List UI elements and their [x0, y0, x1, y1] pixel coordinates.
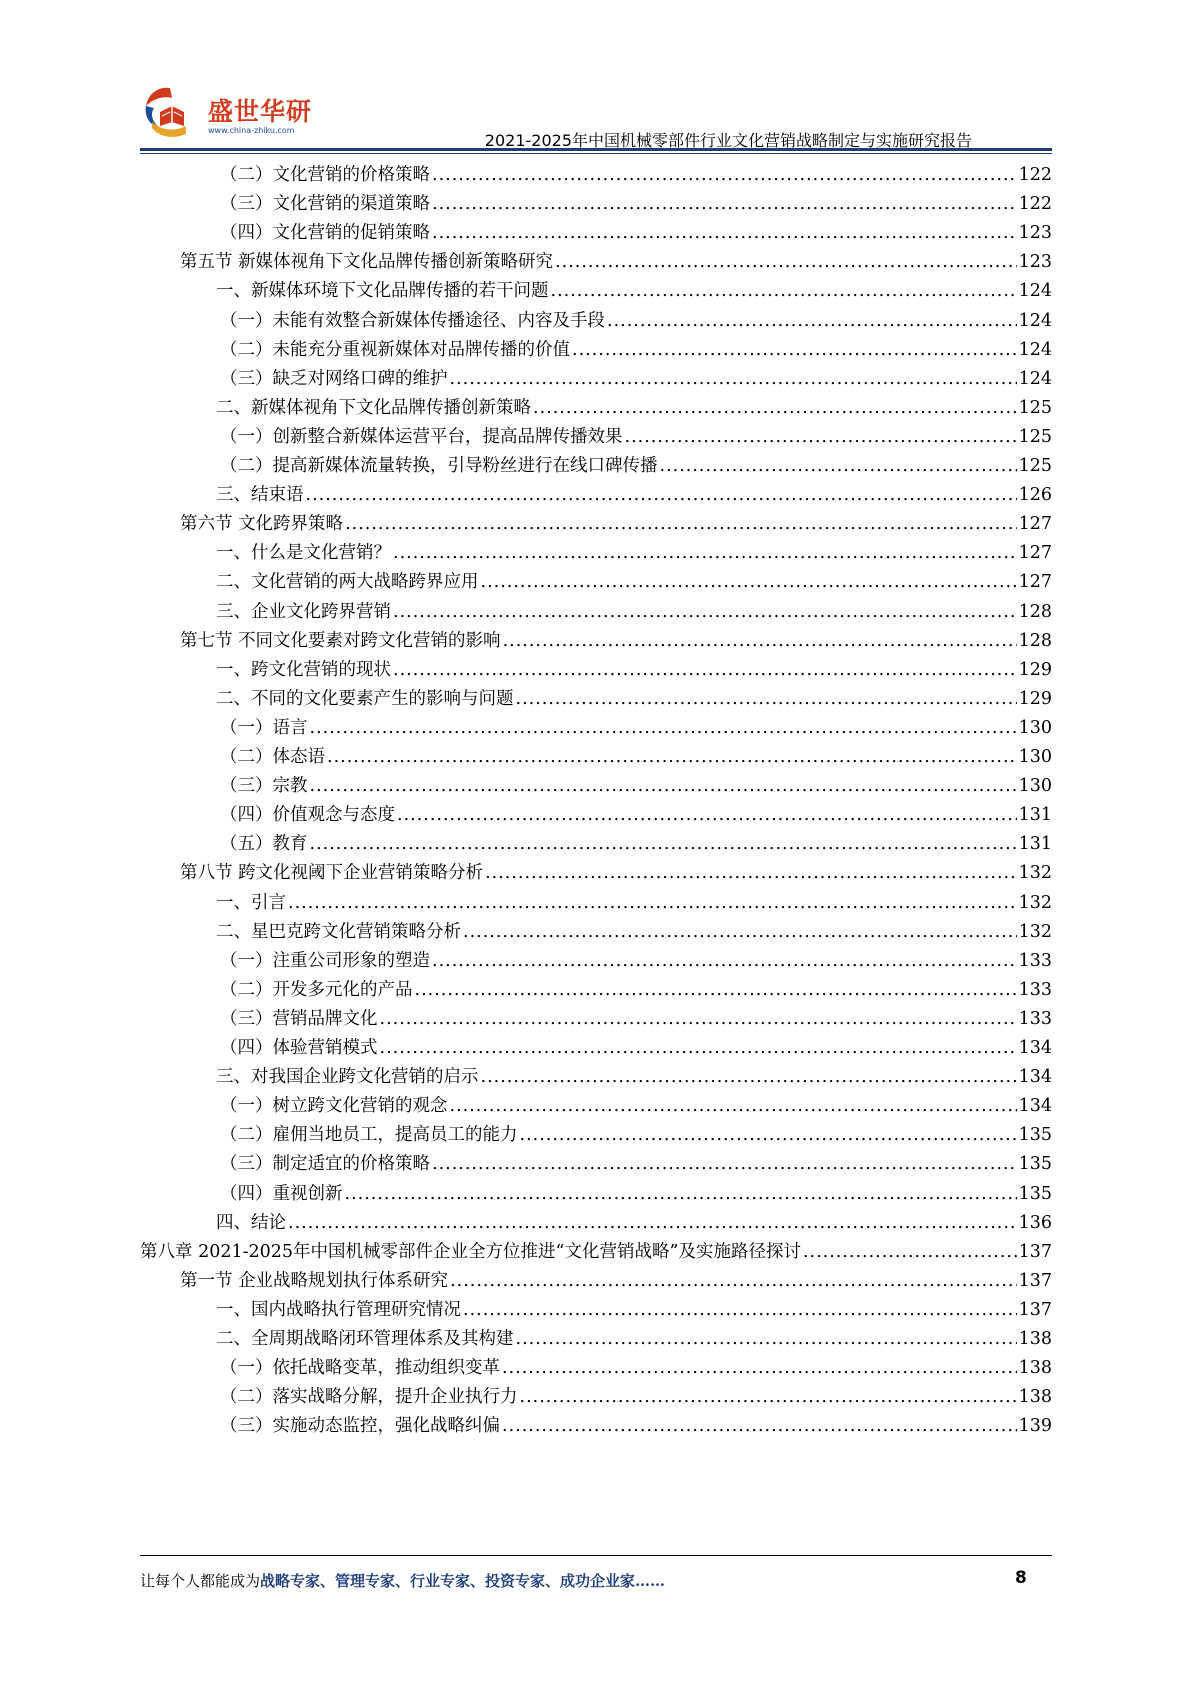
toc-entry[interactable] — [216, 917, 1052, 947]
toc-leader-dots — [485, 858, 1017, 888]
footer-slogan — [140, 1570, 665, 1591]
toc-entry[interactable] — [216, 1208, 1052, 1238]
toc-leader-dots — [463, 1295, 1017, 1325]
toc-entry[interactable] — [220, 189, 1052, 219]
toc-leader-dots — [450, 1091, 1017, 1121]
toc-leader-dots — [397, 800, 1017, 830]
logo-url: www.china-zhiku.com — [208, 126, 295, 135]
toc-entry-title: 一、跨文化营销的现状 — [216, 659, 391, 680]
toc-entry-title: （三）营销品牌文化 — [220, 1008, 378, 1029]
toc-entry-title: 三、企业文化跨界营销 — [216, 601, 391, 622]
toc-entry[interactable] — [216, 655, 1052, 685]
toc-entry-page: 127 — [1018, 514, 1052, 535]
toc-entry[interactable] — [140, 1237, 1052, 1267]
toc-entry-page: 125 — [1018, 456, 1052, 476]
toc-leader-dots — [380, 1033, 1017, 1063]
toc-entry-title: （二）落实战略分解，提升企业执行力 — [220, 1387, 518, 1408]
toc-leader-dots — [310, 829, 1017, 859]
footer-emphasis: 战略专家、管理专家、行业专家、投资专家、成功企业家…… — [260, 1572, 666, 1590]
toc-entry-page: 133 — [1018, 950, 1052, 971]
toc-entry[interactable] — [216, 1062, 1052, 1092]
toc-entry[interactable] — [220, 306, 1052, 336]
toc-entry[interactable] — [220, 742, 1052, 772]
toc-leader-dots — [607, 306, 1017, 336]
toc-leader-dots — [310, 713, 1017, 743]
toc-entry[interactable] — [220, 364, 1052, 394]
toc-entry-page: 128 — [1018, 630, 1052, 651]
toc-entry[interactable] — [216, 538, 1052, 568]
toc-entry[interactable] — [180, 858, 1052, 888]
toc-entry-title: （三）实施动态监控，强化战略纠偏 — [220, 1416, 500, 1437]
toc-leader-dots — [516, 1324, 1017, 1354]
toc-leader-dots — [481, 567, 1017, 597]
toc-entry-title: 一、什么是文化营销？ — [216, 543, 391, 564]
toc-entry-title: （五）教育 — [220, 834, 308, 855]
toc-entry-title: 二、新媒体视角下文化品牌传播创新策略 — [216, 397, 531, 418]
toc-entry[interactable] — [180, 509, 1052, 539]
toc-entry-title: 一、引言 — [216, 892, 286, 913]
toc-entry[interactable] — [216, 393, 1052, 423]
toc-leader-dots — [393, 538, 1017, 568]
toc-leader-dots — [393, 597, 1017, 627]
toc-entry-title: （二）未能充分重视新媒体对品牌传播的价值 — [220, 339, 570, 360]
toc-leader-dots — [481, 1062, 1017, 1092]
toc-entry[interactable] — [220, 1120, 1052, 1150]
toc-entry-title: 第七节 不同文化要素对跨文化营销的影响 — [180, 630, 501, 651]
toc-entry[interactable] — [220, 1091, 1052, 1121]
toc-leader-dots — [572, 335, 1017, 365]
toc-entry[interactable] — [220, 335, 1052, 365]
toc-entry[interactable] — [220, 975, 1052, 1005]
toc-entry-page: 138 — [1018, 1329, 1052, 1349]
toc-entry-title: 一、新媒体环境下文化品牌传播的若干问题 — [216, 281, 549, 302]
toc-entry-page: 134 — [1018, 1067, 1052, 1088]
toc-entry-page: 127 — [1018, 572, 1052, 593]
toc-entry-title: （三）文化营销的渠道策略 — [220, 194, 430, 215]
toc-entry-page: 133 — [1018, 979, 1052, 1000]
toc-entry-page: 122 — [1018, 165, 1052, 185]
toc-entry-title: 三、对我国企业跨文化营销的启示 — [216, 1067, 479, 1088]
toc-leader-dots — [551, 276, 1017, 306]
toc-entry-page: 137 — [1018, 1270, 1052, 1291]
toc-entry-page: 132 — [1018, 863, 1052, 884]
toc-leader-dots — [432, 160, 1017, 190]
toc-leader-dots — [502, 1411, 1017, 1441]
toc-entry[interactable] — [220, 160, 1052, 190]
toc-entry-page: 130 — [1018, 747, 1052, 767]
toc-entry-title: 二、文化营销的两大战略跨界应用 — [216, 572, 479, 593]
page-number: 8 — [1015, 1568, 1027, 1588]
toc-entry-title: 第五节 新媒体视角下文化品牌传播创新策略研究 — [180, 252, 554, 273]
toc-leader-dots — [803, 1237, 1017, 1267]
toc-entry-title: （二）体态语 — [220, 747, 325, 767]
toc-entry-page: 135 — [1018, 1154, 1052, 1175]
toc-leader-dots — [516, 684, 1017, 714]
toc-entry-title: （一）依托战略变革，推动组织变革 — [220, 1358, 500, 1379]
brand-logo — [140, 82, 313, 142]
toc-leader-dots — [327, 742, 1017, 772]
toc-entry-title: （一）注重公司形象的塑造 — [220, 950, 430, 971]
toc-leader-dots — [306, 480, 1017, 510]
toc-entry-title: （一）创新整合新媒体运营平台，提高品牌传播效果 — [220, 426, 623, 447]
toc-entry-page: 130 — [1018, 717, 1052, 738]
toc-entry[interactable] — [220, 1411, 1052, 1441]
toc-entry-page: 135 — [1018, 1183, 1052, 1204]
report-title: 2021-2025年中国机械零部件行业文化营销战略制定与实施研究报告 — [484, 131, 972, 150]
toc-entry[interactable] — [216, 597, 1052, 627]
toc-entry-title: （四）体验营销模式 — [220, 1038, 378, 1058]
toc-entry[interactable] — [220, 1149, 1052, 1179]
toc-leader-dots — [432, 189, 1017, 219]
toc-entry-page: 134 — [1018, 1038, 1052, 1058]
toc-entry-page: 129 — [1018, 659, 1052, 680]
toc-entry[interactable] — [180, 626, 1052, 656]
toc-entry-title: 二、不同的文化要素产生的影响与问题 — [216, 688, 514, 709]
toc-entry[interactable] — [220, 451, 1052, 481]
toc-entry-page: 130 — [1018, 776, 1052, 797]
toc-entry-title: 第六节 文化跨界策略 — [180, 514, 344, 535]
logo-name: 盛世华研 — [208, 97, 313, 126]
toc-entry-title: （二）开发多元化的产品 — [220, 979, 413, 1000]
toc-leader-dots — [393, 655, 1017, 685]
toc-leader-dots — [450, 1266, 1017, 1296]
toc-entry-title: （二）文化营销的价格策略 — [220, 165, 430, 185]
toc-entry-title: （三）宗教 — [220, 776, 308, 797]
toc-leader-dots — [463, 917, 1017, 947]
toc-entry-title: （一）未能有效整合新媒体传播途径、内容及手段 — [220, 310, 605, 331]
toc-entry[interactable] — [216, 684, 1052, 714]
toc-entry-page: 138 — [1018, 1387, 1052, 1408]
toc-entry-page: 124 — [1018, 310, 1052, 331]
toc-entry[interactable] — [220, 1382, 1052, 1412]
toc-entry-page: 125 — [1018, 426, 1052, 447]
logo-icon — [140, 82, 208, 142]
toc-entry-page: 123 — [1018, 252, 1052, 273]
toc-entry-page: 133 — [1018, 1008, 1052, 1029]
toc-entry[interactable] — [220, 1033, 1052, 1063]
toc-entry[interactable] — [216, 1295, 1052, 1325]
toc-entry-title: （一）树立跨文化营销的观念 — [220, 1096, 448, 1117]
toc-entry-page: 139 — [1018, 1416, 1052, 1437]
toc-entry-title: 四、结论 — [216, 1212, 286, 1233]
header-divider — [140, 148, 1052, 151]
toc-entry-title: （三）缺乏对网络口碑的维护 — [220, 368, 448, 389]
toc-entry[interactable] — [220, 800, 1052, 830]
toc-entry-title: （四）价值观念与态度 — [220, 805, 395, 826]
toc-leader-dots — [502, 1353, 1017, 1383]
footer-prefix: 让每个人都能成为 — [140, 1572, 261, 1590]
toc-leader-dots — [450, 364, 1017, 394]
toc-entry[interactable] — [216, 276, 1052, 306]
toc-leader-dots — [432, 218, 1017, 248]
toc-leader-dots — [555, 247, 1017, 277]
toc-entry-title: （四）文化营销的促销策略 — [220, 223, 430, 244]
page-header — [140, 78, 1052, 150]
footer-divider — [140, 1555, 1052, 1556]
toc-entry[interactable] — [220, 422, 1052, 452]
toc-entry-title: （四）重视创新 — [220, 1183, 343, 1204]
toc-entry-page: 132 — [1018, 921, 1052, 942]
toc-entry-page: 124 — [1018, 339, 1052, 360]
toc-entry-page: 123 — [1018, 223, 1052, 244]
toc-leader-dots — [533, 393, 1017, 423]
toc-entry-title: 第八章 2021-2025年中国机械零部件企业全方位推进“文化营销战略”及实施路径探讨 — [140, 1241, 801, 1262]
toc-leader-dots — [415, 975, 1017, 1005]
toc-entry[interactable] — [220, 713, 1052, 743]
toc-entry[interactable] — [220, 829, 1052, 859]
toc-entry-title: （二）提高新媒体流量转换，引导粉丝进行在线口碑传播 — [220, 456, 658, 476]
toc-entry-title: 二、全周期战略闭环管理体系及其构建 — [216, 1329, 514, 1349]
toc-leader-dots — [660, 451, 1017, 481]
toc-entry-page: 129 — [1018, 688, 1052, 709]
toc-entry[interactable] — [180, 247, 1052, 277]
toc-entry-page: 122 — [1018, 194, 1052, 215]
toc-leader-dots — [380, 1004, 1017, 1034]
toc-leader-dots — [432, 946, 1017, 976]
toc-entry-title: （二）雇佣当地员工，提高员工的能力 — [220, 1125, 518, 1146]
toc-entry-page: 126 — [1018, 485, 1052, 506]
toc-entry-page: 128 — [1018, 601, 1052, 622]
toc-entry[interactable] — [216, 480, 1052, 510]
toc-leader-dots — [432, 1149, 1017, 1179]
toc-entry[interactable] — [220, 1179, 1052, 1209]
toc-entry-page: 124 — [1018, 368, 1052, 389]
toc-entry[interactable] — [220, 771, 1052, 801]
toc-entry-title: 三、结束语 — [216, 485, 304, 506]
toc-entry-page: 131 — [1018, 834, 1052, 855]
toc-entry-page: 137 — [1018, 1241, 1052, 1262]
toc-leader-dots — [520, 1382, 1017, 1412]
toc-entry[interactable] — [220, 1004, 1052, 1034]
toc-entry-page: 135 — [1018, 1125, 1052, 1146]
toc-leader-dots — [503, 626, 1017, 656]
toc-entry-page: 134 — [1018, 1096, 1052, 1117]
toc-entry[interactable] — [220, 1353, 1052, 1383]
toc-entry-title: 第八节 跨文化视阈下企业营销策略分析 — [180, 863, 484, 884]
toc-entry-page: 137 — [1018, 1299, 1052, 1320]
toc-entry-title: 第一节 企业战略规划执行体系研究 — [180, 1270, 449, 1291]
toc-entry[interactable] — [216, 567, 1052, 597]
toc-entry-page: 131 — [1018, 805, 1052, 826]
toc-entry-page: 132 — [1018, 892, 1052, 913]
toc-entry[interactable] — [216, 888, 1052, 918]
toc-leader-dots — [345, 1179, 1017, 1209]
toc-entry-page: 136 — [1018, 1212, 1052, 1233]
toc-entry-title: （一）语言 — [220, 717, 308, 738]
toc-leader-dots — [625, 422, 1017, 452]
toc-leader-dots — [310, 771, 1017, 801]
toc-entry-title: 二、星巴克跨文化营销策略分析 — [216, 921, 461, 942]
toc-entry[interactable] — [220, 218, 1052, 248]
toc-entry-page: 127 — [1018, 543, 1052, 564]
header-divider-thin — [140, 153, 1052, 154]
toc-entry-title: 一、国内战略执行管理研究情况 — [216, 1299, 461, 1320]
toc-leader-dots — [520, 1120, 1017, 1150]
toc-leader-dots — [345, 509, 1017, 539]
toc-entry-page: 125 — [1018, 397, 1052, 418]
toc-entry[interactable] — [216, 1324, 1052, 1354]
toc-entry-page: 138 — [1018, 1358, 1052, 1379]
toc-entry-page: 124 — [1018, 281, 1052, 302]
toc-leader-dots — [288, 888, 1017, 918]
toc-entry-title: （三）制定适宜的价格策略 — [220, 1154, 430, 1175]
toc-leader-dots — [288, 1208, 1017, 1238]
toc-entry[interactable] — [220, 946, 1052, 976]
toc-entry[interactable] — [180, 1266, 1052, 1296]
